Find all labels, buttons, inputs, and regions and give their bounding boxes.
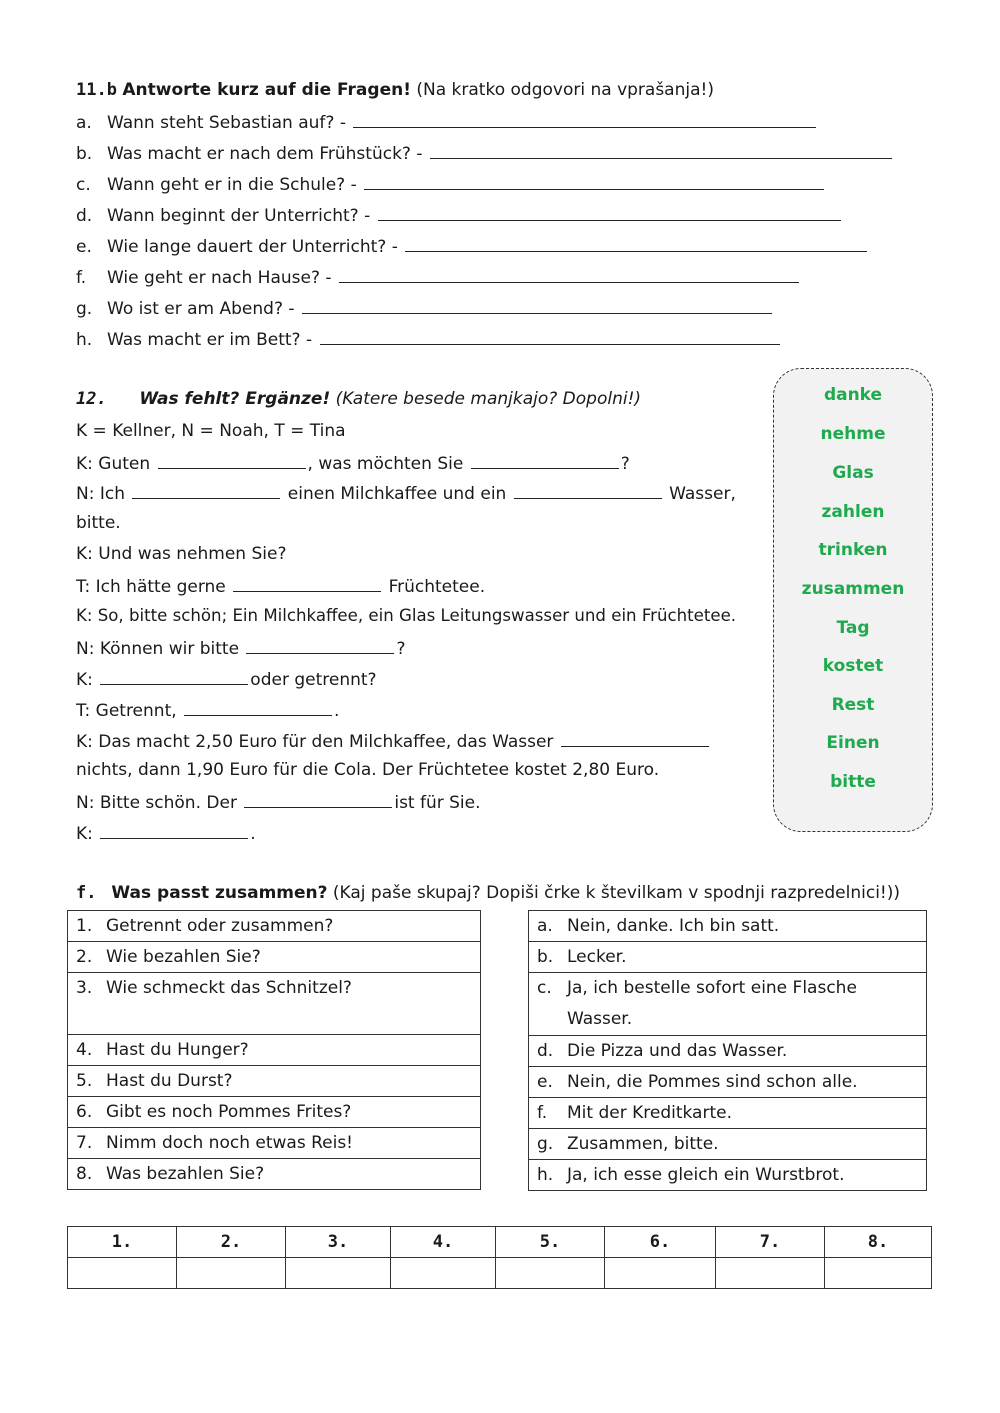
question-row xyxy=(76,297,774,319)
item-text: Zusammen, bitte. xyxy=(567,1134,719,1154)
item-number: 6. xyxy=(76,1102,93,1122)
answer-cell[interactable] xyxy=(391,1258,496,1289)
table-row xyxy=(68,1159,481,1190)
answer-blank[interactable] xyxy=(364,173,824,190)
item-text: Wie bezahlen Sie? xyxy=(106,947,261,967)
dialog-text: , was möchten Sie xyxy=(307,454,464,474)
table-row xyxy=(529,1036,927,1067)
dialog-line: K: So, bitte schön; Ein Milchkaffee, ein Glas Leitungswasser und ein Früchtetee. xyxy=(76,606,737,625)
question-label: f. xyxy=(76,268,87,288)
dialog-text: K: xyxy=(76,824,93,844)
table-cell xyxy=(529,1067,927,1098)
table-cell xyxy=(529,973,927,1036)
item-number: 3. xyxy=(76,978,93,998)
item-letter: b. xyxy=(537,947,554,967)
section-11-subtitle: (Na kratko odgovori na vprašanja!) xyxy=(416,80,714,100)
table-cell xyxy=(529,942,927,973)
table-row xyxy=(529,973,927,1036)
item-text: Die Pizza und das Wasser. xyxy=(567,1041,788,1061)
question-label: d. xyxy=(76,206,93,226)
gap-blank[interactable] xyxy=(244,791,392,808)
table-cell xyxy=(68,942,481,973)
item-text: Nimm doch noch etwas Reis! xyxy=(106,1133,353,1153)
question-row xyxy=(76,111,818,133)
dialog-line: K: Und was nehmen Sie? xyxy=(76,544,287,564)
table-row xyxy=(68,1128,481,1159)
item-text: Lecker. xyxy=(567,947,627,967)
table-cell xyxy=(68,1097,481,1128)
item-number: 8. xyxy=(76,1164,93,1184)
dialog-line xyxy=(76,575,485,597)
item-number: 1. xyxy=(76,916,93,936)
answer-blank[interactable] xyxy=(339,266,799,283)
dialog-line xyxy=(76,699,339,721)
dialog-line xyxy=(76,668,377,690)
item-letter: c. xyxy=(537,978,552,998)
dialog-line xyxy=(76,822,256,844)
word-bank-item[interactable]: trinken xyxy=(818,540,888,560)
table-cell xyxy=(529,911,927,942)
table-cell xyxy=(68,1035,481,1066)
legend-line: K = Kellner, N = Noah, T = Tina xyxy=(76,421,346,441)
table-cell xyxy=(68,1159,481,1190)
word-bank-item[interactable]: Tag xyxy=(836,618,870,638)
item-text: Nein, danke. Ich bin satt. xyxy=(567,916,780,936)
dialog-line xyxy=(76,730,711,752)
gap-blank[interactable] xyxy=(561,730,709,747)
table-cell xyxy=(529,1098,927,1129)
table-row xyxy=(68,1035,481,1066)
table-cell xyxy=(529,1036,927,1067)
dialog-text: T: Getrennt, xyxy=(76,701,177,721)
answer-cell[interactable] xyxy=(286,1258,391,1289)
dialog-text: T: Ich hätte gerne xyxy=(76,577,226,597)
word-bank xyxy=(773,368,933,832)
section-12-number: 12. xyxy=(76,389,107,409)
item-text: Ja, ich esse gleich ein Wurstbrot. xyxy=(567,1165,845,1185)
answer-header: 4. xyxy=(391,1227,496,1258)
item-text: Mit der Kreditkarte. xyxy=(567,1103,732,1123)
answers-choice-table xyxy=(528,910,927,1191)
answer-header: 2. xyxy=(177,1227,286,1258)
table-row xyxy=(529,911,927,942)
answer-blank[interactable] xyxy=(320,328,780,345)
question-text: Wie lange dauert der Unterricht? - xyxy=(107,237,398,257)
item-text: Was bezahlen Sie? xyxy=(106,1164,265,1184)
table-row xyxy=(68,1066,481,1097)
question-row xyxy=(76,328,782,350)
table-row xyxy=(529,1098,927,1129)
item-text: Wie schmeckt das Schnitzel? xyxy=(106,978,352,998)
item-letter: g. xyxy=(537,1134,554,1154)
table-row xyxy=(68,911,481,942)
answer-header: 6. xyxy=(605,1227,716,1258)
section-12-subtitle: (Katere besede manjkajo? Dopolni!) xyxy=(335,389,642,409)
dialog-text: K: Das macht 2,50 Euro für den Milchkaffee, das Wasser xyxy=(76,732,554,752)
item-number: 5. xyxy=(76,1071,93,1091)
dialog-text: . xyxy=(250,824,256,844)
item-text: Getrennt oder zusammen? xyxy=(106,916,334,936)
question-text: Was macht er im Bett? - xyxy=(107,330,313,350)
answer-header: 1. xyxy=(68,1227,177,1258)
dialog-line xyxy=(76,791,481,813)
answer-header: 3. xyxy=(286,1227,391,1258)
item-text: Hast du Hunger? xyxy=(106,1040,249,1060)
section-f-number: f. xyxy=(76,883,97,903)
answer-cell[interactable] xyxy=(825,1258,932,1289)
answer-blank[interactable] xyxy=(430,142,892,159)
dialog-text: N: Ich xyxy=(76,484,125,504)
item-letter: f. xyxy=(537,1103,548,1123)
section-12-heading xyxy=(76,389,641,409)
answer-cell[interactable] xyxy=(605,1258,716,1289)
question-label: h. xyxy=(76,330,93,350)
question-label: g. xyxy=(76,299,93,319)
answer-cell[interactable] xyxy=(716,1258,825,1289)
answer-header: 7. xyxy=(716,1227,825,1258)
dialog-line xyxy=(76,482,736,504)
question-row xyxy=(76,235,869,257)
gap-blank[interactable] xyxy=(100,668,248,685)
section-11-number: 11.b xyxy=(76,80,117,100)
gap-blank[interactable] xyxy=(514,482,662,499)
word-bank-item[interactable]: bitte xyxy=(830,772,876,792)
word-bank-item[interactable]: zahlen xyxy=(821,502,885,522)
word-bank-item[interactable]: Einen xyxy=(826,733,880,753)
question-label: b. xyxy=(76,144,93,164)
item-text: Gibt es noch Pommes Frites? xyxy=(106,1102,352,1122)
word-bank-item[interactable]: nehme xyxy=(820,424,886,444)
gap-blank[interactable] xyxy=(132,482,280,499)
section-11-heading xyxy=(76,80,714,100)
item-text: Nein, die Pommes sind schon alle. xyxy=(567,1072,858,1092)
gap-blank[interactable] xyxy=(158,452,306,469)
dialog-text: N: Können wir bitte xyxy=(76,639,240,659)
dialog-text: ? xyxy=(620,454,630,474)
table-cell xyxy=(529,1160,927,1191)
section-f-subtitle: (Kaj paše skupaj? Dopiši črke k številkam v spodnji razpredelnici!)) xyxy=(332,883,901,903)
item-number: 2. xyxy=(76,947,93,967)
answer-blank[interactable] xyxy=(378,204,841,221)
answer-cell[interactable] xyxy=(68,1258,177,1289)
section-11-title: Antworte kurz auf die Fragen! xyxy=(122,80,411,100)
question-row xyxy=(76,173,826,195)
item-number: 7. xyxy=(76,1133,93,1153)
answer-cell[interactable] xyxy=(496,1258,605,1289)
dialog-line: nichts, dann 1,90 Euro für die Cola. Der Früchtetee kostet 2,80 Euro. xyxy=(76,760,660,780)
dialog-text: Früchtetee. xyxy=(388,577,486,597)
word-bank-item[interactable]: danke xyxy=(823,385,883,405)
table-cell xyxy=(68,1128,481,1159)
question-label: a. xyxy=(76,113,92,133)
answer-header-row xyxy=(68,1227,932,1258)
question-row xyxy=(76,204,843,226)
section-12-title: Was fehlt? Ergänze! xyxy=(139,389,331,409)
dialog-text: K: Guten xyxy=(76,454,151,474)
item-letter: e. xyxy=(537,1072,553,1092)
question-label: c. xyxy=(76,175,91,195)
dialog-text: K: xyxy=(76,670,93,690)
answer-grid xyxy=(67,1226,932,1289)
question-text: Wo ist er am Abend? - xyxy=(107,299,295,319)
dialog-line xyxy=(76,637,406,659)
word-bank-item[interactable]: Rest xyxy=(831,695,875,715)
dialog-text: ? xyxy=(396,639,406,659)
table-row xyxy=(529,942,927,973)
gap-blank[interactable] xyxy=(100,822,248,839)
questions-table xyxy=(67,910,481,1190)
table-row xyxy=(68,1097,481,1128)
dialog-text: einen Milchkaffee und ein xyxy=(287,484,507,504)
dialog-text: Wasser, xyxy=(669,484,736,504)
gap-blank[interactable] xyxy=(246,637,394,654)
answer-cell[interactable] xyxy=(177,1258,286,1289)
table-row xyxy=(529,1129,927,1160)
answer-blank[interactable] xyxy=(405,235,867,252)
table-cell xyxy=(68,911,481,942)
table-cell xyxy=(529,1129,927,1160)
table-cell xyxy=(68,1066,481,1097)
question-text: Wie geht er nach Hause? - xyxy=(107,268,332,288)
dialog-line: bitte. xyxy=(76,513,121,533)
table-row xyxy=(68,973,481,1035)
gap-blank[interactable] xyxy=(184,699,332,716)
answer-header: 5. xyxy=(496,1227,605,1258)
question-text: Wann beginnt der Unterricht? - xyxy=(107,206,371,226)
item-number: 4. xyxy=(76,1040,93,1060)
table-row xyxy=(68,942,481,973)
section-f-title: Was passt zusammen? xyxy=(111,883,328,903)
dialog-text: oder getrennt? xyxy=(250,670,377,690)
answer-header: 8. xyxy=(825,1227,932,1258)
gap-blank[interactable] xyxy=(233,575,381,592)
dialog-text: ist für Sie. xyxy=(394,793,481,813)
question-row xyxy=(76,266,801,288)
section-f-heading xyxy=(76,883,900,903)
word-bank-item[interactable]: kostet xyxy=(822,656,884,676)
question-row xyxy=(76,142,894,164)
question-text: Was macht er nach dem Frühstück? - xyxy=(107,144,423,164)
item-letter: a. xyxy=(537,916,553,936)
answer-blank[interactable] xyxy=(353,111,816,128)
table-row xyxy=(529,1160,927,1191)
word-bank-item[interactable]: zusammen xyxy=(801,579,905,599)
item-letter: d. xyxy=(537,1041,554,1061)
table-cell xyxy=(68,973,481,1035)
dialog-text: . xyxy=(334,701,340,721)
dialog-line xyxy=(76,452,630,474)
question-label: e. xyxy=(76,237,92,257)
item-text: Hast du Durst? xyxy=(106,1071,233,1091)
answer-input-row xyxy=(68,1258,932,1289)
word-bank-item[interactable]: Glas xyxy=(832,463,874,483)
answer-blank[interactable] xyxy=(302,297,772,314)
table-row xyxy=(529,1067,927,1098)
item-letter: h. xyxy=(537,1165,554,1185)
question-text: Wann geht er in die Schule? - xyxy=(107,175,357,195)
question-text: Wann steht Sebastian auf? - xyxy=(107,113,346,133)
item-text: Ja, ich bestelle sofort eine Flasche Wasser. xyxy=(567,978,857,1029)
dialog-text: N: Bitte schön. Der xyxy=(76,793,237,813)
gap-blank[interactable] xyxy=(471,452,619,469)
